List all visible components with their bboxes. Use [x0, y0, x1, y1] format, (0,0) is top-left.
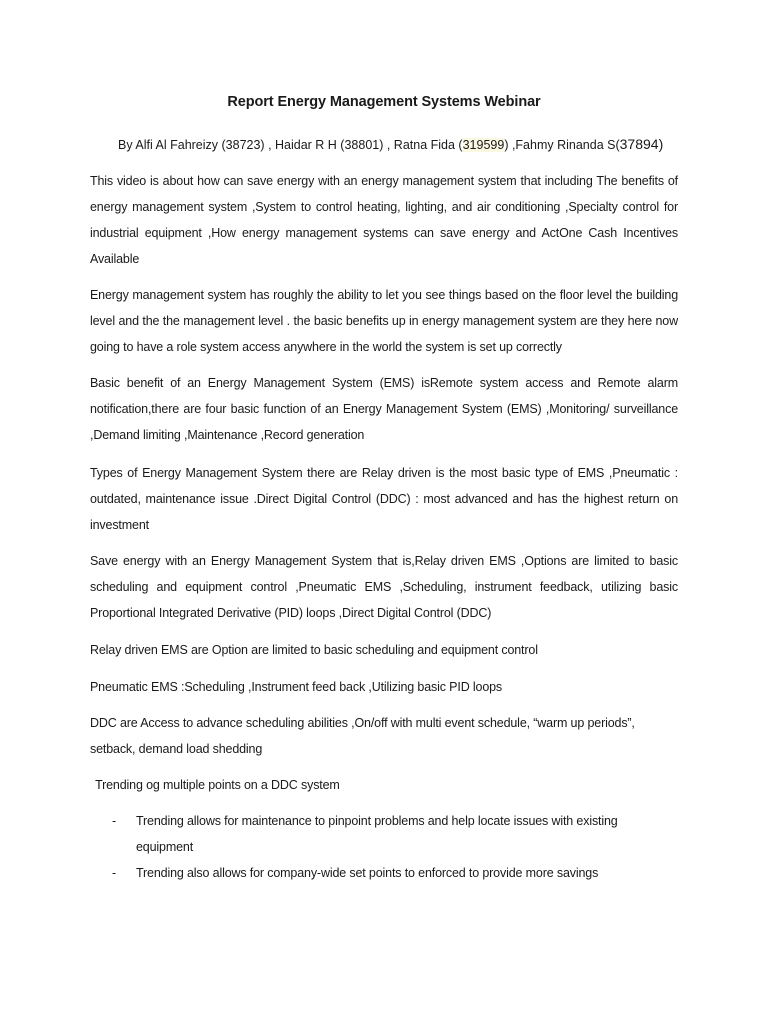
paragraph-pneumatic: Pneumatic EMS :Scheduling ,Instrument feed back ,Utilizing basic PID loops [90, 680, 503, 694]
dash-bullet: - [112, 866, 117, 880]
paragraph-types: Types of Energy Management System there are Relay driven is the most basic type of EMS ,Pneumatic : outdated, maintenance issue .Direct Digital Control (DDC) : most advanced and has the highest return on investment [90, 466, 678, 532]
list-item-text: Trending also allows for company-wide set points to enforced to provide more savings [136, 866, 599, 880]
author-id-highlight: 319599 [462, 138, 505, 152]
author-text-1: By Alfi Al Fahreizy (38723) , Haidar R H (38801) , Ratna Fida ( [118, 138, 463, 152]
paragraph-ddc: DDC are Access to advance scheduling abilities ,On/off with multi event schedule, “warm up periods”, setback, demand load shedding [90, 716, 635, 756]
paragraph-relay: Relay driven EMS are Option are limited to basic scheduling and equipment control [90, 643, 538, 657]
author-last-id: 37894) [619, 136, 664, 152]
author-line [118, 136, 718, 152]
paragraph-save-energy: Save energy with an Energy Management System that is,Relay driven EMS ,Options are limited to basic scheduling and equipment control ,Pneumatic EMS ,Scheduling, instrument feedback, utilizing basic Proportional Integrated Derivative (PID) loops ,Direct Digital Control (DDC) [90, 554, 678, 620]
list-item-text: Trending allows for maintenance to pinpoint problems and help locate issues with existing equipment [136, 814, 618, 854]
paragraph-trending: Trending og multiple points on a DDC system [92, 778, 340, 792]
document-title: Report Energy Management Systems Webinar [227, 94, 541, 110]
dash-bullet: - [112, 814, 117, 828]
list-item [112, 860, 672, 886]
paragraph-basic-benefit: Basic benefit of an Energy Management System (EMS) isRemote system access and Remote alarm notification,there are four basic function of an Energy Management System (EMS) ,Monitoring/ surveillance ,Demand limiting ,Maintenance ,Record generation [90, 376, 678, 442]
list-item [112, 808, 672, 860]
author-text-2: ) ,Fahmy Rinanda S( [504, 138, 620, 152]
paragraph-intro: This video is about how can save energy with an energy management system that including The benefits of energy management system ,System to control heating, lighting, and air conditioning ,Specialty control for industrial equipment ,How energy management systems can save energy and ActOne Cash Incentives Available [90, 174, 678, 266]
paragraph-ems-ability: Energy management system has roughly the ability to let you see things based on the floor level the building level and the the management level . the basic benefits up in energy management system are they here now going to have a role system access anywhere in the world the system is set up correctly [90, 288, 678, 354]
